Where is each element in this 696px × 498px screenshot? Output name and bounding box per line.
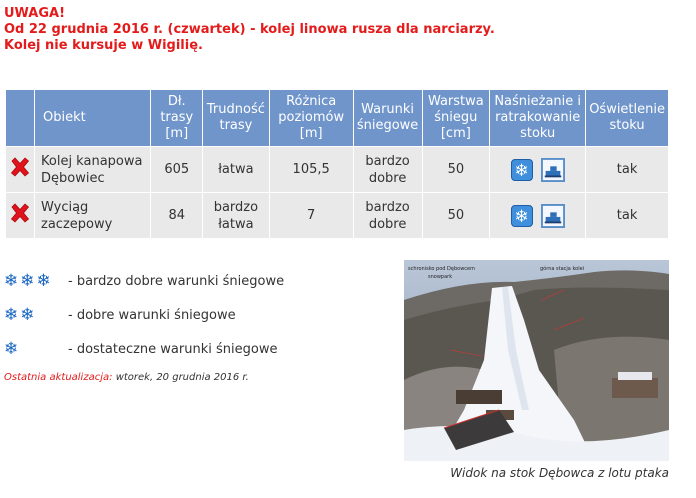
last-update-value: wtorek, 20 grudnia 2016 r.	[115, 372, 249, 383]
header-length: Dł. trasy [m]	[151, 90, 203, 147]
difficulty-value: łatwa	[203, 147, 270, 193]
notice	[4, 6, 495, 54]
photo-label: snowpark	[428, 274, 453, 280]
header-snow-conditions: Warunki śniegowe	[353, 90, 422, 147]
elevation-value: 7	[269, 193, 353, 239]
last-update-label: Ostatnia aktualizacja:	[4, 372, 113, 383]
elevation-value: 105,5	[269, 147, 353, 193]
aerial-photo	[404, 260, 669, 461]
snowflake-icon: ❄	[36, 271, 51, 291]
notice-line-2: Kolej nie kursuje w Wigilię.	[4, 38, 203, 53]
snowmaking-icon: ❄	[511, 205, 533, 227]
header-object: Obiekt	[35, 90, 151, 147]
closed-x-icon	[9, 202, 31, 224]
grooming-icon	[541, 204, 565, 228]
snowflake-icons	[4, 271, 68, 291]
header-elevation: Różnica poziomów [m]	[269, 90, 353, 147]
header-lighting: Oświetlenie stoku	[586, 90, 669, 147]
photo-label: schronisko pod Dębowcem	[408, 266, 475, 272]
difficulty-value: bardzo łatwa	[203, 193, 270, 239]
legend-text: - dostateczne warunki śniegowe	[68, 341, 278, 357]
header-snow-depth: Warstwa śniegu [cm]	[422, 90, 490, 147]
snow-depth-value: 50	[422, 193, 490, 239]
legend-item	[4, 339, 277, 359]
status-cell	[6, 147, 35, 193]
table-header-row	[6, 90, 669, 147]
snow-depth-value: 50	[422, 147, 490, 193]
table-row	[6, 147, 669, 193]
snowflake-icons	[4, 305, 68, 325]
object-name: Kolej kanapowa Dębowiec	[35, 147, 151, 193]
snowflake-icon: ❄	[20, 305, 35, 325]
lighting-value: tak	[586, 147, 669, 193]
header-snowmaking: Naśnieżanie i ratrakowanie stoku	[490, 90, 586, 147]
photo-label: górna stacja kolei	[540, 266, 585, 272]
snowmaking-cell	[490, 193, 586, 239]
lift-status-table	[5, 89, 669, 239]
notice-line-1: Od 22 grudnia 2016 r. (czwartek) - kolej linowa rusza dla narciarzy.	[4, 22, 495, 37]
photo-caption: Widok na stok Dębowca z lotu ptaka	[450, 466, 669, 480]
table-row	[6, 193, 669, 239]
ski-slope-image	[404, 260, 669, 461]
snow-conditions-value: bardzo dobre	[353, 193, 422, 239]
snow-conditions-value: bardzo dobre	[353, 147, 422, 193]
snowmaking-icon: ❄	[511, 159, 533, 181]
length-value: 605	[151, 147, 203, 193]
legend-text: - bardzo dobre warunki śniegowe	[68, 273, 285, 289]
snowflake-icon: ❄	[4, 305, 19, 325]
header-status	[6, 90, 35, 147]
length-value: 84	[151, 193, 203, 239]
snowflake-icon: ❄	[4, 271, 19, 291]
notice-title: UWAGA!	[4, 6, 66, 21]
object-name: Wyciąg zaczepowy	[35, 193, 151, 239]
status-cell	[6, 193, 35, 239]
closed-x-icon	[9, 156, 31, 178]
header-difficulty: Trudność trasy	[203, 90, 270, 147]
legend-item	[4, 305, 236, 325]
grooming-icon	[541, 158, 565, 182]
snowmaking-cell	[490, 147, 586, 193]
snowflake-icon: ❄	[4, 339, 19, 359]
legend-text: - dobre warunki śniegowe	[68, 307, 236, 323]
snowflake-icons	[4, 339, 68, 359]
last-update	[4, 372, 249, 383]
lighting-value: tak	[586, 193, 669, 239]
legend-item	[4, 271, 284, 291]
snowflake-icon: ❄	[20, 271, 35, 291]
